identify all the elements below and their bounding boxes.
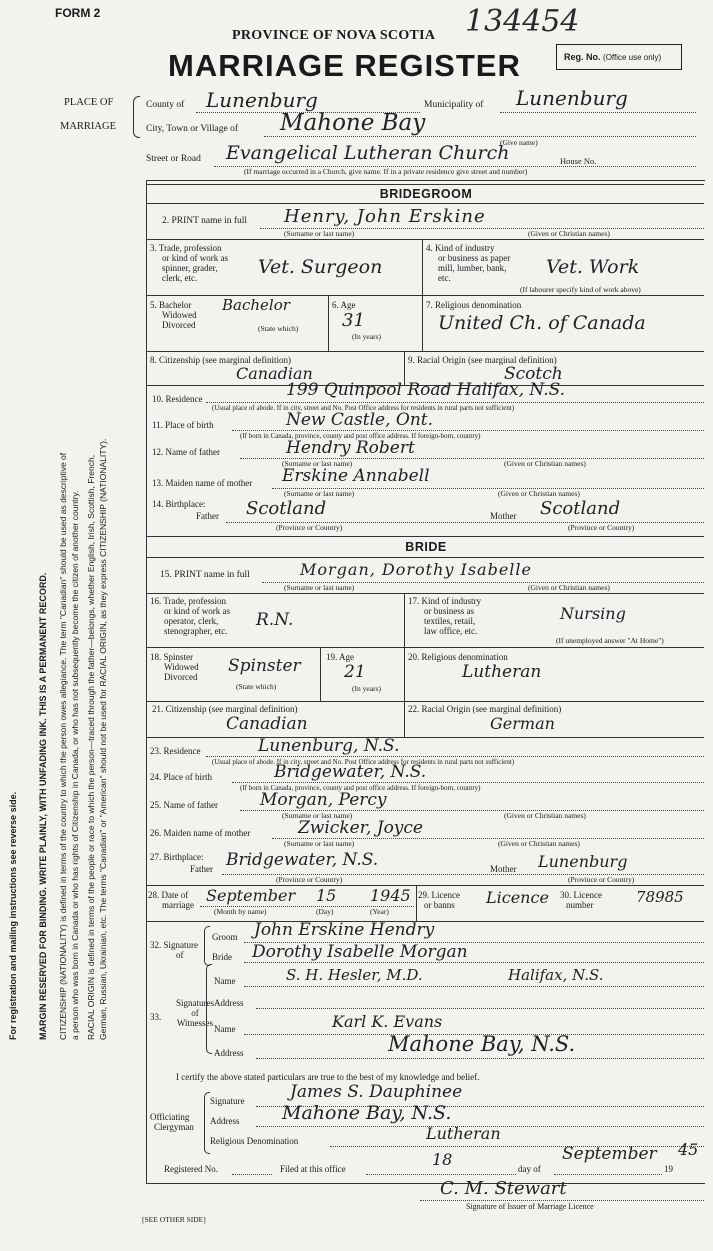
bride-state-which: (State which): [236, 682, 277, 691]
groom-industry-label: 4. Kind of industry or business as paper mill, lumber, bank, etc.: [426, 243, 511, 283]
clergy-religion-label: Religious Denomination: [210, 1136, 299, 1146]
groom-citizenship-value: Canadian: [236, 364, 313, 383]
groom-surname-note: (Surname or last name): [284, 229, 355, 238]
licence-banns-value: Licence: [486, 888, 549, 907]
reg-no-label: Reg. No. (Office use only): [564, 52, 662, 62]
witnesses-label: Signatures of Witnesses: [176, 998, 214, 1028]
unemployed-note: (If unemployed answer "At Home"): [556, 636, 664, 645]
bride-name-value: Morgan, Dorothy Isabelle: [300, 560, 533, 579]
groom-father-label: 12. Name of father: [152, 447, 220, 457]
year-note: (Year): [370, 907, 389, 916]
bride-mother-label: 26. Maiden name of mother: [150, 828, 251, 838]
bride-bp-mother-label: Mother: [490, 864, 517, 874]
county-label: County of: [146, 100, 185, 110]
marriage-label: MARRIAGE: [60, 121, 117, 132]
groom-status-value: Bachelor: [222, 296, 290, 314]
city-value: Mahone Bay: [280, 110, 426, 136]
clergy-address: Mahone Bay, N.S.: [282, 1102, 452, 1124]
bride-birthplace-value: Bridgewater, N.S.: [274, 762, 427, 782]
groom-trade-label: 3. Trade, profession or kind of work as spinner, grader, clerk, etc.: [150, 243, 228, 283]
bride-sig-label: Bride: [212, 952, 232, 962]
bride-residence-note: (Usual place of abode. If in city, street and No. Post Office address for residents in rural parts not sufficient): [212, 758, 515, 766]
groom-citizenship-label: 8. Citizenship (see marginal definition): [150, 355, 292, 365]
groom-trade-value: Vet. Surgeon: [258, 256, 383, 278]
w1-name-label: Name: [214, 976, 236, 986]
groom-father-value: Hendry Robert: [286, 438, 415, 458]
filed-month: September: [562, 1144, 657, 1164]
month-note: (Month by name): [214, 907, 267, 916]
bride-father-surname-note: (Surname or last name): [282, 811, 353, 820]
bride-religion-label: 20. Religious denomination: [408, 652, 508, 662]
day-note: (Day): [316, 907, 334, 916]
father-given-note: (Given or Christian names): [504, 459, 586, 468]
groom-bp-father-label: Father: [196, 511, 219, 521]
groom-bp-father-value: Scotland: [246, 498, 327, 519]
county-value: Lunenburg: [206, 88, 318, 112]
registered-no-label: Registered No.: [164, 1164, 218, 1174]
bride-mother-given-note: (Given or Christian names): [498, 839, 580, 848]
bride-residence-label: 23. Residence: [150, 746, 201, 756]
form-number: FORM 2: [55, 6, 101, 20]
groom-religion-label: 7. Religious denomination: [426, 300, 522, 310]
bride-birthplace-label: 24. Place of birth: [150, 772, 212, 782]
bride-citizenship-label: 21. Citizenship (see marginal definition): [152, 704, 298, 714]
clergy-signature: James S. Dauphinee: [290, 1082, 463, 1102]
filed-year-prefix: 19: [664, 1164, 673, 1174]
bride-mother-surname-note: (Surname or last name): [284, 839, 355, 848]
w2-name-label: Name: [214, 1024, 236, 1034]
birth-note: (If born in Canada, province, county and post office address. If foreign-born, country): [240, 432, 481, 440]
municipality-underline: [500, 112, 696, 113]
groom-mother-value: Erskine Annabell: [282, 466, 430, 486]
church-note: (If marriage occurred in a Church, give name. If in a private residence give street and number): [244, 167, 528, 176]
bride-age-label: 19. Age: [326, 652, 354, 662]
mother-surname-note: (Surname or last name): [284, 489, 355, 498]
groom-bp-mother-value: Scotland: [540, 498, 621, 519]
place-of-label: PLACE OF: [64, 97, 114, 108]
margin-reverse-instruction: For registration and mailing instructions see reverse side.: [8, 791, 18, 1040]
issuer-signature: C. M. Stewart: [440, 1178, 567, 1199]
issuer-signature-note: Signature of Issuer of Marriage Licence: [466, 1202, 594, 1211]
filed-label: Filed at this office: [280, 1164, 346, 1174]
municipality-value: Lunenburg: [516, 86, 628, 110]
marriage-day-value: 15: [316, 886, 337, 905]
groom-name-label: 2. PRINT name in full: [162, 216, 248, 226]
bride-signature: Dorothy Isabelle Morgan: [252, 942, 468, 962]
bride-prov-note-1: (Province or Country): [276, 875, 343, 884]
bride-trade-value: R.N.: [256, 610, 294, 630]
margin-racial-def-1: RACIAL ORIGIN is defined in terms of the people or race to which the person—traced through the father—belongs, whether English, Irish, Scottish, French,: [86, 454, 96, 1040]
groom-sig-label: Groom: [212, 932, 238, 942]
groom-age-value: 31: [342, 310, 365, 331]
certify-statement: I certify the above stated particulars are true to the best of my knowledge and belief.: [176, 1072, 480, 1082]
bride-name-label: 15. PRINT name in full: [160, 570, 250, 580]
groom-industry-value: Vet. Work: [546, 256, 640, 278]
bride-religion-value: Lutheran: [462, 662, 542, 682]
groom-status-label: 5. Bachelor Widowed Divorced: [150, 300, 197, 330]
bride-citizenship-value: Canadian: [226, 714, 308, 734]
house-no-label: House No.: [560, 156, 597, 166]
day-of-label: day of: [518, 1164, 541, 1174]
groom-birthplace-value: New Castle, Ont.: [286, 410, 434, 430]
province-heading: PROVINCE OF NOVA SCOTIA: [232, 28, 436, 43]
bride-industry-value: Nursing: [560, 604, 626, 623]
bride-status-label: 18. Spinster Widowed Divorced: [150, 652, 199, 682]
groom-signature: John Erskine Hendry: [254, 920, 435, 940]
place-brace: [133, 96, 140, 138]
marriage-year-value: 1945: [370, 886, 411, 905]
groom-name-value: Henry, John Erskine: [284, 206, 486, 227]
bridegroom-heading: BRIDEGROOM: [379, 187, 473, 201]
bride-trade-label: 16. Trade, profession or kind of work as operator, clerk, stenographer, etc.: [150, 596, 230, 636]
groom-residence-label: 10. Residence: [152, 394, 203, 404]
father-surname-note: (Surname or last name): [282, 459, 353, 468]
licence-banns-label: 29. Licence or banns: [418, 890, 460, 910]
state-which-note: (State which): [258, 324, 299, 333]
witness1-address-inline: Halifax, N.S.: [508, 966, 604, 984]
bride-residence-value: Lunenburg, N.S.: [258, 736, 400, 756]
see-other-side: [SEE OTHER SIDE]: [142, 1215, 206, 1224]
give-name-note: (Give name): [500, 138, 538, 147]
city-underline: [264, 136, 696, 137]
mother-given-note: (Given or Christian names): [498, 489, 580, 498]
municipality-label: Municipality of: [424, 100, 484, 110]
street-value: Evangelical Lutheran Church: [226, 142, 510, 164]
groom-bp-label: 14. Birthplace:: [152, 499, 206, 509]
bride-birth-note: (If born in Canada, province, county and post office address. If foreign-born, country): [240, 784, 481, 792]
margin-citizenship-def-2: a person who was born in Canada or who has rights of Citizenship in Canada, or who has not subsequently become the citizen of another country.: [70, 490, 80, 1040]
margin-binding-note: MARGIN RESERVED FOR BINDING. WRITE PLAINLY, WITH UNFADING INK. THIS IS A PERMANENT RECORD.: [38, 572, 48, 1040]
groom-racial-label: 9. Racial Origin (see marginal definition): [408, 355, 557, 365]
groom-religion-value: United Ch. of Canada: [438, 312, 646, 334]
clergy-religion: Lutheran: [426, 1124, 501, 1143]
signature-of-label: 32. Signature of: [150, 940, 198, 960]
bride-bp-father-value: Bridgewater, N.S.: [226, 850, 379, 870]
margin-citizenship-def-1: CITIZENSHIP (NATIONALITY) is defined in terms of the country to which the person owes allegiance. The term "Canadian" should be used as descriptive of: [58, 452, 68, 1040]
bride-in-years: (In years): [352, 684, 381, 693]
bride-given-note: (Given or Christian names): [528, 583, 610, 592]
bride-bp-father-label: Father: [190, 864, 213, 874]
residence-note: (Usual place of abode. If in city, street and No. Post Office address for residents in rural parts not sufficient): [212, 404, 515, 412]
bride-bp-label: 27. Birthplace:: [150, 852, 204, 862]
prov-country-note-1: (Province or Country): [276, 523, 343, 532]
witness2-name: Karl K. Evans: [332, 1012, 443, 1031]
bride-age-value: 21: [344, 662, 366, 682]
witness1-name: S. H. Hesler, M.D.: [286, 966, 423, 984]
page-title: MARRIAGE REGISTER: [168, 48, 521, 83]
bride-racial-label: 22. Racial Origin (see marginal definition): [408, 704, 562, 714]
bride-surname-note: (Surname or last name): [284, 583, 355, 592]
bride-prov-note-2: (Province or Country): [568, 875, 635, 884]
witness-brace: [206, 964, 212, 1054]
date-of-marriage-label: 28. Date of marriage: [148, 890, 194, 910]
groom-residence-value: 199 Quinpool Road Halifax, N.S.: [286, 380, 566, 400]
w1-address-label: Address: [214, 998, 244, 1008]
groom-birthplace-label: 11. Place of birth: [152, 420, 214, 430]
signature-brace: [204, 926, 210, 966]
groom-given-note: (Given or Christian names): [528, 229, 610, 238]
bride-racial-value: German: [490, 714, 555, 733]
licence-number-value: 78985: [636, 888, 684, 906]
street-label: Street or Road: [146, 154, 201, 164]
registration-number-handwritten: 134454: [465, 4, 580, 39]
licence-number-label: 30. Licence number: [560, 890, 602, 910]
bride-industry-label: 17. Kind of industry or business as textiles, retail, law office, etc.: [408, 596, 481, 636]
clergy-signature-label: Signature: [210, 1096, 245, 1106]
groom-bp-mother-label: Mother: [490, 511, 517, 521]
marriage-month-value: September: [206, 886, 296, 905]
bride-status-value: Spinster: [228, 656, 301, 676]
witness2-address: Mahone Bay, N.S.: [388, 1032, 576, 1056]
clergy-address-label: Address: [210, 1116, 240, 1126]
bride-heading: BRIDE: [405, 540, 447, 554]
groom-age-label: 6. Age: [332, 300, 356, 310]
groom-racial-value: Scotch: [504, 364, 563, 384]
filed-year: 45: [678, 1140, 699, 1159]
prov-country-note-2: (Province or Country): [568, 523, 635, 532]
bride-father-value: Morgan, Percy: [260, 790, 387, 810]
margin-racial-def-2: German, Russian, Ukrainian, etc. The terms "Canadian" or "American" should not be used for RACIAL ORIGIN, as they express CITIZENSHIP (NATIONALITY).: [98, 438, 108, 1040]
labourer-note: (If labourer specify kind of work above): [520, 285, 641, 294]
in-years-note: (In years): [352, 332, 381, 341]
city-label: City, Town or Village of: [146, 124, 238, 134]
bride-mother-value: Zwicker, Joyce: [298, 818, 423, 838]
w2-address-label: Address: [214, 1048, 244, 1058]
officiating-clergyman-label: Officiating Clergyman: [150, 1112, 194, 1132]
bride-father-given-note: (Given or Christian names): [504, 811, 586, 820]
bride-father-label: 25. Name of father: [150, 800, 218, 810]
bride-bp-mother-value: Lunenburg: [538, 852, 628, 871]
filed-day: 18: [432, 1150, 453, 1169]
witness-no: 33.: [150, 1012, 162, 1022]
groom-mother-label: 13. Maiden name of mother: [152, 478, 253, 488]
